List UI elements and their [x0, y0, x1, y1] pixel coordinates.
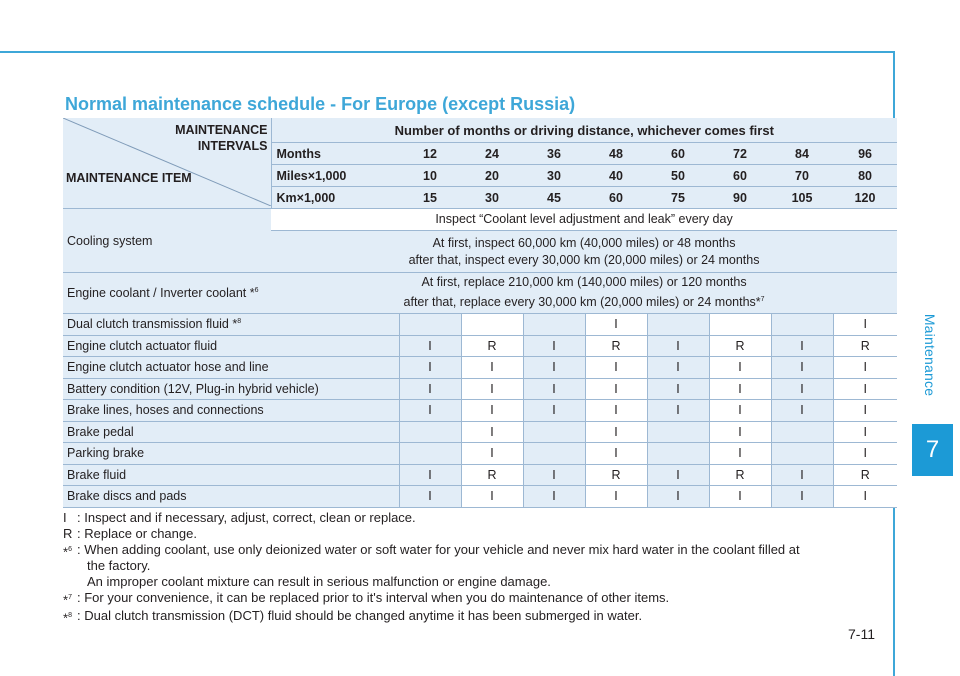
schedule-cell: I	[523, 464, 585, 486]
schedule-cell: I	[709, 378, 771, 400]
header-unit-label: Months	[271, 143, 399, 165]
header-unit-label: Km×1,000	[271, 187, 399, 209]
schedule-cell: I	[771, 486, 833, 508]
legend	[63, 510, 893, 627]
header-interval-value: 70	[771, 165, 833, 187]
footnote-mark: 8	[237, 318, 242, 326]
item-label: MAINTENANCE ITEM	[66, 171, 192, 185]
schedule-cell: R	[709, 335, 771, 357]
footnote-mark: 6	[254, 286, 259, 294]
header-interval-value: 20	[461, 165, 523, 187]
header-interval-value: 80	[833, 165, 897, 187]
legend-note-8: *$^8$ : Dual clutch transmission (DCT) fluid should be changed anytime it has been submerged in water.	[63, 608, 643, 626]
legend-note-7: *$^7$ : For your convenience, it can be replaced prior to it's interval when you do maintenance of other items.	[63, 590, 670, 608]
header-interval-value: 60	[585, 187, 647, 209]
schedule-cell: I	[833, 421, 897, 443]
header-interval-value: 120	[833, 187, 897, 209]
legend-inspect: I : Inspect and if necessary, adjust, correct, clean or replace.	[63, 510, 416, 525]
schedule-cell: I	[709, 421, 771, 443]
schedule-cell	[461, 314, 523, 336]
item-note-line: after that, inspect every 30,000 km (20,000 miles) or 24 months	[408, 252, 760, 267]
schedule-cell	[771, 314, 833, 336]
maintenance-schedule-table	[63, 118, 897, 508]
schedule-cell: R	[709, 464, 771, 486]
header-span-title: Number of months or driving distance, whichever comes first	[271, 118, 897, 143]
item-note-line: At first, replace 210,000 km (140,000 miles) or 120 months	[421, 275, 747, 290]
schedule-cell	[647, 314, 709, 336]
header-interval-value: 84	[771, 143, 833, 165]
schedule-cell: I	[709, 443, 771, 465]
legend-replace: R : Replace or change.	[63, 526, 197, 541]
header-interval-value: 60	[647, 143, 709, 165]
table-row	[63, 357, 897, 379]
header-interval-value: 36	[523, 143, 585, 165]
item-name-text: Parking brake	[67, 446, 145, 461]
item-name	[63, 443, 399, 465]
schedule-cell: I	[399, 400, 461, 422]
schedule-cell: I	[585, 400, 647, 422]
schedule-cell: I	[461, 400, 523, 422]
schedule-cell: I	[647, 357, 709, 379]
schedule-cell	[399, 314, 461, 336]
header-interval-value: 48	[585, 143, 647, 165]
schedule-cell	[399, 443, 461, 465]
table-row	[63, 335, 897, 357]
schedule-cell	[709, 314, 771, 336]
item-name-text: Engine clutch actuator fluid	[67, 338, 218, 353]
schedule-cell: I	[833, 443, 897, 465]
header-interval-value: 96	[833, 143, 897, 165]
item-name	[63, 464, 399, 486]
item-name	[63, 314, 399, 336]
schedule-cell: I	[833, 314, 897, 336]
schedule-cell: I	[833, 400, 897, 422]
schedule-cell: I	[771, 335, 833, 357]
schedule-cell: I	[771, 400, 833, 422]
schedule-cell: I	[771, 464, 833, 486]
schedule-cell	[523, 314, 585, 336]
schedule-cell: I	[399, 357, 461, 379]
item-name	[63, 357, 399, 379]
schedule-cell: I	[833, 357, 897, 379]
schedule-cell: R	[461, 335, 523, 357]
schedule-cell: I	[399, 464, 461, 486]
chapter-side-label-text: Maintenance	[922, 313, 938, 397]
table-row	[63, 314, 897, 336]
legend-note-6: *$^6$ : When adding coolant, use only deionized water or soft water for your vehicle and never mix hard water in the coolant filled at the factory. An improper coolant mixture can result in serious malfunction or engine damage.	[63, 542, 800, 589]
footnote-mark: 7	[760, 296, 765, 304]
chapter-number-tab: 7	[912, 424, 953, 476]
header-interval-value: 30	[523, 165, 585, 187]
schedule-cell	[771, 421, 833, 443]
schedule-cell: I	[647, 335, 709, 357]
schedule-cell: I	[461, 486, 523, 508]
item-name	[63, 273, 271, 314]
schedule-cell: I	[585, 378, 647, 400]
table-row	[63, 400, 897, 422]
table-row	[63, 486, 897, 508]
header-interval-value: 40	[585, 165, 647, 187]
chapter-side-label	[910, 280, 950, 430]
schedule-cell: I	[523, 486, 585, 508]
item-name	[63, 400, 399, 422]
schedule-cell: I	[833, 486, 897, 508]
schedule-cell	[523, 421, 585, 443]
item-name-text: Engine coolant / Inverter coolant *	[67, 286, 255, 300]
table-row	[63, 464, 897, 486]
header-interval-value: 15	[399, 187, 461, 209]
section-title: Normal maintenance schedule - For Europe (except Russia)	[65, 94, 576, 114]
schedule-cell: I	[585, 357, 647, 379]
schedule-cell: I	[585, 486, 647, 508]
item-note	[271, 231, 897, 273]
header-interval-value: 30	[461, 187, 523, 209]
schedule-cell: R	[833, 335, 897, 357]
schedule-cell: I	[647, 400, 709, 422]
item-name-text: Brake fluid	[67, 467, 127, 482]
item-note	[271, 273, 897, 314]
schedule-cell: I	[461, 357, 523, 379]
schedule-cell: I	[461, 421, 523, 443]
header-interval-value: 10	[399, 165, 461, 187]
header-interval-value: 50	[647, 165, 709, 187]
item-name-text: Brake pedal	[67, 424, 134, 439]
header-interval-value: 72	[709, 143, 771, 165]
schedule-cell: R	[461, 464, 523, 486]
intervals-label: MAINTENANCE INTERVALS	[175, 123, 268, 153]
item-note-line: At first, inspect 60,000 km (40,000 miles) or 48 months	[432, 235, 736, 250]
table-row	[63, 421, 897, 443]
table-row	[63, 273, 897, 314]
schedule-cell: I	[709, 400, 771, 422]
schedule-cell: I	[585, 314, 647, 336]
table-row	[63, 378, 897, 400]
schedule-cell	[523, 443, 585, 465]
header-interval-value: 45	[523, 187, 585, 209]
schedule-cell: I	[461, 443, 523, 465]
schedule-cell	[647, 443, 709, 465]
table-row	[63, 443, 897, 465]
schedule-cell	[647, 421, 709, 443]
item-name-text: Engine clutch actuator hose and line	[67, 360, 269, 375]
schedule-cell: R	[585, 335, 647, 357]
schedule-cell: I	[523, 357, 585, 379]
schedule-cell: I	[709, 486, 771, 508]
header-interval-value: 60	[709, 165, 771, 187]
schedule-cell: I	[771, 357, 833, 379]
schedule-cell: I	[647, 378, 709, 400]
schedule-cell: I	[771, 378, 833, 400]
schedule-cell: I	[461, 378, 523, 400]
header-corner-cell	[63, 118, 271, 209]
schedule-cell: I	[523, 400, 585, 422]
header-interval-value: 105	[771, 187, 833, 209]
schedule-cell: I	[523, 378, 585, 400]
schedule-cell: I	[833, 378, 897, 400]
item-name-text: Brake lines, hoses and connections	[67, 403, 264, 418]
item-name	[63, 335, 399, 357]
header-interval-value: 90	[709, 187, 771, 209]
schedule-cell	[771, 443, 833, 465]
schedule-cell: I	[399, 486, 461, 508]
schedule-cell	[399, 421, 461, 443]
schedule-cell: I	[709, 357, 771, 379]
item-name	[63, 421, 399, 443]
header-unit-label: Miles×1,000	[271, 165, 399, 187]
item-name-text: Dual clutch transmission fluid *	[67, 317, 238, 332]
top-rule	[0, 51, 893, 53]
item-name	[63, 486, 399, 508]
item-name	[63, 378, 399, 400]
schedule-cell: I	[585, 421, 647, 443]
table-row	[63, 209, 897, 231]
item-name: Cooling system	[63, 209, 271, 273]
header-interval-value: 75	[647, 187, 709, 209]
header-interval-value: 12	[399, 143, 461, 165]
schedule-cell: I	[585, 443, 647, 465]
schedule-cell: I	[647, 486, 709, 508]
item-note: Inspect “Coolant level adjustment and leak” every day	[271, 209, 897, 231]
schedule-cell: I	[399, 335, 461, 357]
item-note-line: after that, replace every 30,000 km (20,000 miles) or 24 months*	[403, 295, 761, 310]
item-name-text: Brake discs and pads	[67, 489, 187, 504]
item-name-text: Battery condition (12V, Plug-in hybrid vehicle)	[67, 381, 319, 396]
schedule-cell: I	[523, 335, 585, 357]
schedule-cell: R	[833, 464, 897, 486]
header-interval-value: 24	[461, 143, 523, 165]
page-number: 7-11	[848, 626, 875, 642]
schedule-cell: I	[399, 378, 461, 400]
schedule-cell: R	[585, 464, 647, 486]
schedule-cell: I	[647, 464, 709, 486]
